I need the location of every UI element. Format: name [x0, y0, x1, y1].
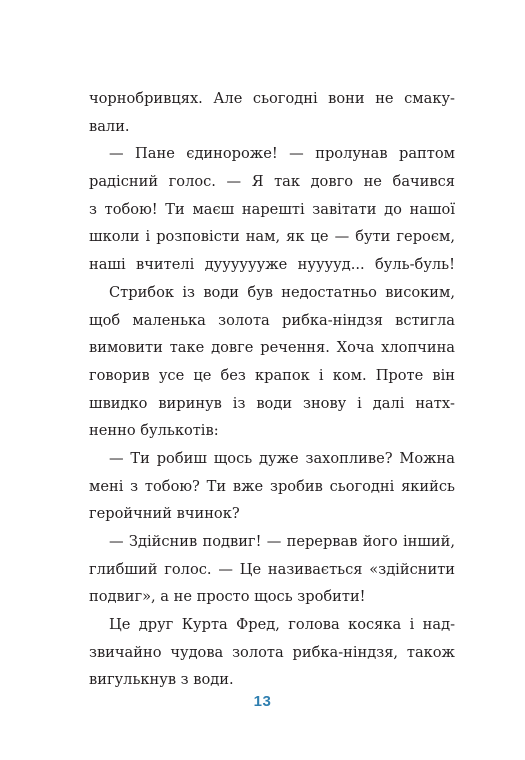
paragraph-5: [89, 528, 455, 611]
paragraph-3: [89, 279, 455, 445]
text-line: глибший голос. — Це називається «здійснити: [89, 560, 455, 578]
paragraph-4: [89, 445, 455, 528]
text-line: наші вчителі дууууууже нууууд... буль-буль!: [89, 256, 455, 274]
text-line: — Ти робиш щось дуже захопливе? Можна: [109, 449, 455, 467]
text-line: радісний голос. — Я так довго не бачився: [89, 173, 455, 191]
text-line: школи і розповісти нам, як це — бути героєм,: [89, 228, 455, 246]
text-line: чорнобривцях. Але сьогодні вони не смаку-: [89, 90, 455, 107]
paragraph-1: [89, 85, 455, 140]
text-line: ненно булькотів:: [89, 422, 219, 440]
text-line: говорив усе це без крапок і ком. Проте він: [89, 366, 455, 384]
text-line: мені з тобою? Ти вже зробив сьогодні якийсь: [89, 477, 455, 495]
text-line: вали.: [89, 117, 130, 135]
text-line: Стрибок із води був недостатньо високим,: [109, 283, 455, 301]
text-line: швидко виринув із води знову і далі натх-: [89, 394, 455, 412]
page-number: 13: [253, 693, 272, 710]
text-line: звичайно чудова золота рибка-ніндзя, також: [89, 643, 455, 661]
text-line: щоб маленька золота рибка-ніндзя встигла: [89, 311, 455, 329]
text-line: вигулькнув з води.: [89, 671, 234, 689]
paragraph-2: [89, 140, 455, 278]
text-line: геройчний вчинок?: [89, 505, 240, 523]
paragraph-6: [89, 611, 455, 694]
text-line: Це друг Курта Фред, голова косяка і над-: [109, 616, 455, 634]
text-line: подвиг», а не просто щось зробити!: [89, 588, 366, 606]
text-line: вимовити таке довге речення. Хоча хлопчина: [89, 339, 455, 357]
text-line: — Пане єдинороже! — пролунав раптом: [109, 145, 455, 163]
book-page-text: [89, 85, 455, 694]
text-line: — Здійснив подвиг! — перервав його інший,: [109, 533, 455, 550]
text-line: з тобою! Ти маєш нарешті завітати до нашої: [89, 200, 455, 218]
